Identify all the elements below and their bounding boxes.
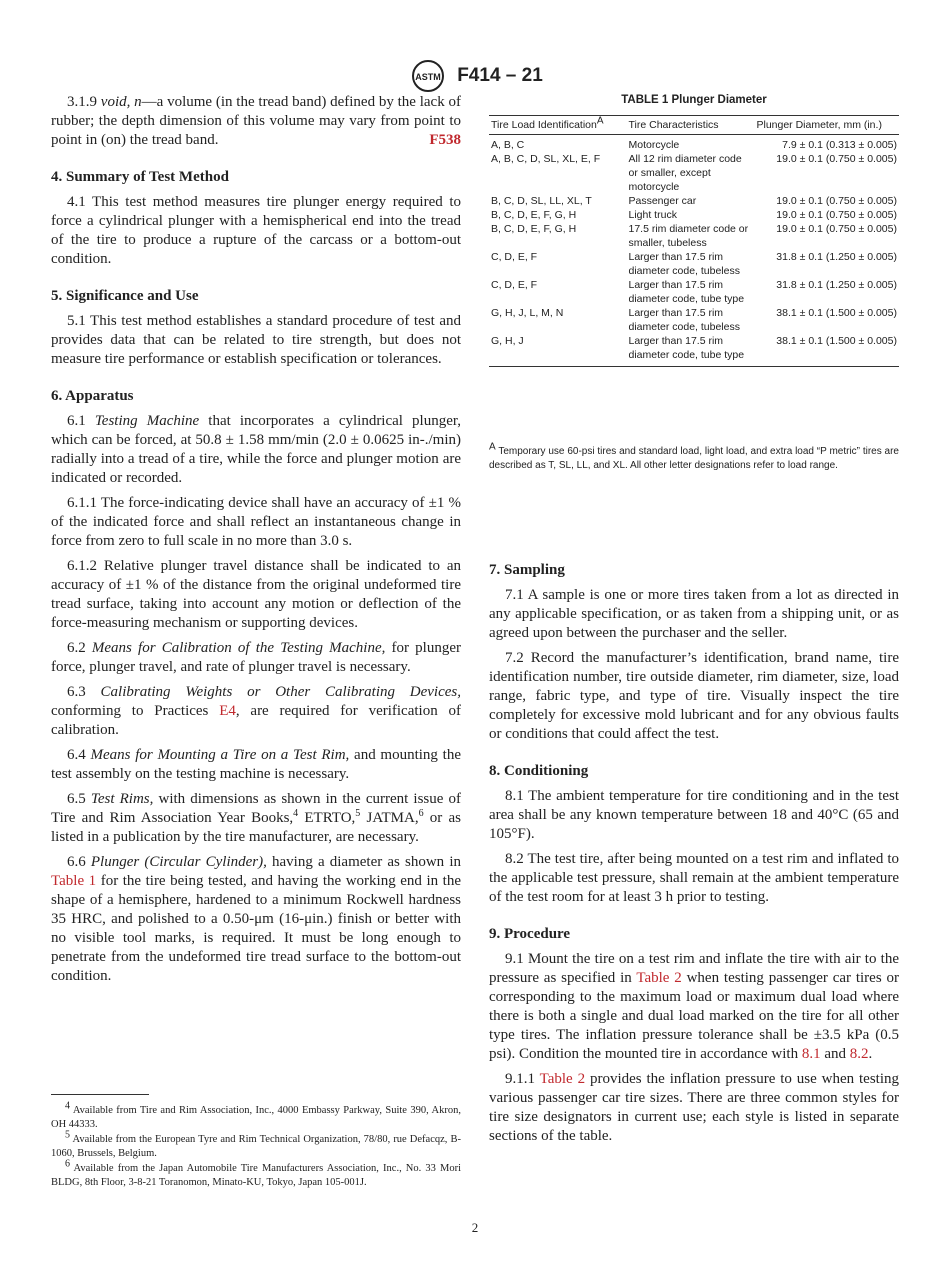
designation: F414 – 21 [457,65,543,86]
section-5-title: 5. Significance and Use [51,288,199,304]
plunger-diameter-table [489,115,899,367]
table-cell: 31.8 ± 0.1 (1.250 ± 0.005) [776,279,897,291]
table-cell: 38.1 ± 0.1 (1.500 ± 0.005) [754,334,899,367]
table-row [489,306,899,334]
para-9-1-1: 9.1.1 Table 2 provides the inflation pressure to use when testing various passenger car tire sizes. There are three common styles for tire size designators in current use; each style is listed in separate sections of the table. [489,1071,900,1144]
para-7-1: 7.1 A sample is one or more tires taken from a lot as directed in any applicable specification, or as taken from a shipping unit, or as agreed upon between the purchaser and the seller. [489,587,899,641]
para-6-2: 6.2 Means for Calibration of the Testing Machine, for plunger force, plunger travel, and rate of plunger travel is necessary. [51,640,461,675]
definition-3-1-9: 3.1.9 void, n—a volume (in the tread band) defined by the lack of rubber; the depth dimension of this volume may vary from point to point in (on) the tread band. F538 [51,94,461,148]
table-cell: Larger than 17.5 rim diameter code, tubeless [628,251,740,277]
table-cell: 19.0 ± 0.1 (0.750 ± 0.005) [776,153,897,165]
table-1-title: TABLE 1 Plunger Diameter [621,94,767,106]
footnote-ref-4[interactable]: 4 [293,808,299,819]
para-6-4: 6.4 Means for Mounting a Tire on a Test Rim, and mounting the test assembly on the testing machine is necessary. [51,747,461,782]
table-1-footnote: $^A$ Temporary use 60-psi tires and standard load, light load, and extra load “P metric” tires are described as T, SL, LL, and XL. All other letter designations refer to load range. [489,441,899,471]
table-cell: 38.1 ± 0.1 (1.500 ± 0.005) [776,307,897,319]
para-8-2: 8.2 The test tire, after being mounted on a test rim and inflated to the applicable test pressure, shall remain at the ambient temperature of the test room for at least 3 h prior to testing. [489,851,899,905]
footnotes [51,1100,462,1191]
right-column [489,561,899,1152]
section-8-title: 8. Conditioning [489,763,589,779]
table-cell: C, D, E, F [491,251,538,263]
footnote-6: $^6$ Available from the Japan Automobile Tire Manufacturers Association, Inc., No. 33 Mori BLDG, 8th Floor, 3-8-21 Toranomon, Minato-KU, Tokyo, Japan 105-001J. [51,1158,462,1188]
table-cell: 7.9 ± 0.1 (0.313 ± 0.005) [782,139,897,151]
footnote-divider [51,1094,149,1095]
ref-e4-link[interactable]: E4 [219,703,236,719]
section-9-title: 9. Procedure [489,926,571,942]
ref-table-2-link[interactable]: Table 2 [636,970,682,986]
table-row [489,208,899,222]
para-7-2: 7.2 Record the manufacturer’s identification, brand name, tire identification number, tire outside diameter, rim diameter, size, load range, fabric type, and type of tire. Visually inspect the tire completely for excessive mold lubricant and for any obvious faults or conditions that could affect the test. [489,650,899,742]
table-cell: Motorcycle [628,139,680,151]
footnote-ref-5[interactable]: 5 [355,808,361,819]
ref-8-2-link[interactable]: 8.2 [849,1046,869,1062]
table-cell: B, C, D, E, F, G, H [491,223,577,235]
table-row [489,135,899,153]
table-cell: 17.5 rim diameter code or smaller, tubeless [628,223,749,249]
section-7-title: 7. Sampling [489,562,565,578]
table-cell: A, B, C, D, SL, XL, E, F [491,153,601,165]
ref-8-1-link[interactable]: 8.1 [801,1046,821,1062]
table-cell: Light truck [628,209,677,221]
footnote-ref-6[interactable]: 6 [418,808,424,819]
page-number: 2 [471,1220,479,1235]
table-cell: All 12 rim diameter code or smaller, except motorcycle [628,153,742,193]
table-row [489,250,899,278]
left-column [51,93,461,992]
page-header [0,58,950,94]
para-6-1-2: 6.1.2 Relative plunger travel distance shall be indicated to an accuracy of ±1 % of the distance from the original undeformed tire tread surface, taking into account any motion or deflection of the force-measuring mechanism or supporting devices. [51,558,461,631]
table-header: Plunger Diameter, mm (in.) [754,116,899,135]
para-5-1: 5.1 This test method establishes a standard procedure of test and provides data that can be related to tire strength, but does not measure tire performance or establish specification or tolerances. [51,313,461,367]
astm-logo-icon [407,58,449,94]
table-cell: Larger than 17.5 rim diameter code, tube type [627,334,755,367]
table-header: Tire Characteristics [627,116,755,135]
ref-f538-link[interactable]: F538 [429,132,461,148]
table-cell: 19.0 ± 0.1 (0.750 ± 0.005) [776,209,897,221]
table-cell: 19.0 ± 0.1 (0.750 ± 0.005) [776,223,897,235]
para-6-1-1: 6.1.1 The force-indicating device shall have an accuracy of ±1 % of the indicated force and shall reflect an instantaneous change in force from zero to full scale in no more than 3.0 s. [51,495,461,549]
section-6-title: 6. Apparatus [51,388,134,404]
table-row [489,334,899,367]
para-9-1: 9.1 Mount the tire on a test rim and inflate the tire with air to the pressure as specified in Table 2 when testing passenger car tires or corresponding to the maximum load or maximum dual load where there is both a single and dual load marked on the tire for all other type tires. The inflation pressure tolerance shall be ±3.5 kPa (0.5 psi). Condition the mounted tire in accordance with 8.1 and 8.2. [489,951,899,1062]
para-6-3: 6.3 Calibrating Weights or Other Calibrating Devices, conforming to Practices E4, are required for verification of calibration. [51,684,462,738]
svg-text:ASTM: ASTM [415,72,441,82]
table-cell: Larger than 17.5 rim diameter code, tubeless [628,307,740,333]
table-header: Tire Load Identification$^A$ [489,116,627,135]
table-row [489,194,899,208]
para-6-1: 6.1 Testing Machine that incorporates a cylindrical plunger, which can be forced, at 50.8 ± 1.58 mm/min (2.0 ± 0.0625 in-./min) radially into a tread of a tire, while the force and plunger motion are indicated or recorded. [51,413,462,486]
table-cell: B, C, D, E, F, G, H [491,209,577,221]
para-4-1: 4.1 This test method measures tire plunger energy required to force a cylindrical plunger with a hemispherical end into the tread of the tire to produce a rupture of the carcass or a bottom-out condition. [51,194,461,267]
table-cell: Larger than 17.5 rim diameter code, tube type [628,279,745,305]
table-row [489,222,899,250]
table-cell: A, B, C [491,139,525,151]
table-row [489,152,899,194]
table-row [489,278,899,306]
ref-table-2-link[interactable]: Table 2 [539,1071,586,1087]
table-cell: G, H, J, L, M, N [491,307,564,319]
table-cell: 19.0 ± 0.1 (0.750 ± 0.005) [776,195,897,207]
table-cell: G, H, J [489,334,627,367]
table-cell: C, D, E, F [491,279,538,291]
ref-table-1-link[interactable]: Table 1 [51,873,97,889]
table-cell: 31.8 ± 0.1 (1.250 ± 0.005) [776,251,897,263]
footnote-4: $^4$ Available from Tire and Rim Association, Inc., 4000 Embassy Parkway, Suite 390, Akron, OH 44333. [51,1100,461,1130]
section-4-title: 4. Summary of Test Method [51,169,229,185]
footnote-5: $^5$ Available from the European Tyre and Rim Technical Organization, 78/80, rue Defacqz, B-1060, Brussels, Belgium. [51,1129,461,1159]
para-8-1: 8.1 The ambient temperature for tire conditioning and in the test area shall be any known temperature between 18 and 40°C (65 and 105°F). [489,788,899,842]
table-cell: B, C, D, SL, LL, XL, T [491,195,592,207]
para-6-6: 6.6 Plunger (Circular Cylinder), having a diameter as shown in Table 1 for the tire being tested, and having the working end in the shape of a hemisphere, hardened to a minimum Rockwell hardness 35 HRC, and polished to a 0.50-μm (16-μin.) finish or better with no visible tool marks, is required. It must be long enough to penetrate from the undeformed tire tread surface to the bottom-out condition. [51,854,461,984]
table-cell: Passenger car [628,195,697,207]
para-6-5: 6.5 Test Rims, with dimensions as shown in the current issue of Tire and Rim Association Year Books,$^4$ ETRTO,$^5$ JATMA,$^6$ or as listed in a publication by the tire manufacturer, are necessary. [51,791,462,845]
